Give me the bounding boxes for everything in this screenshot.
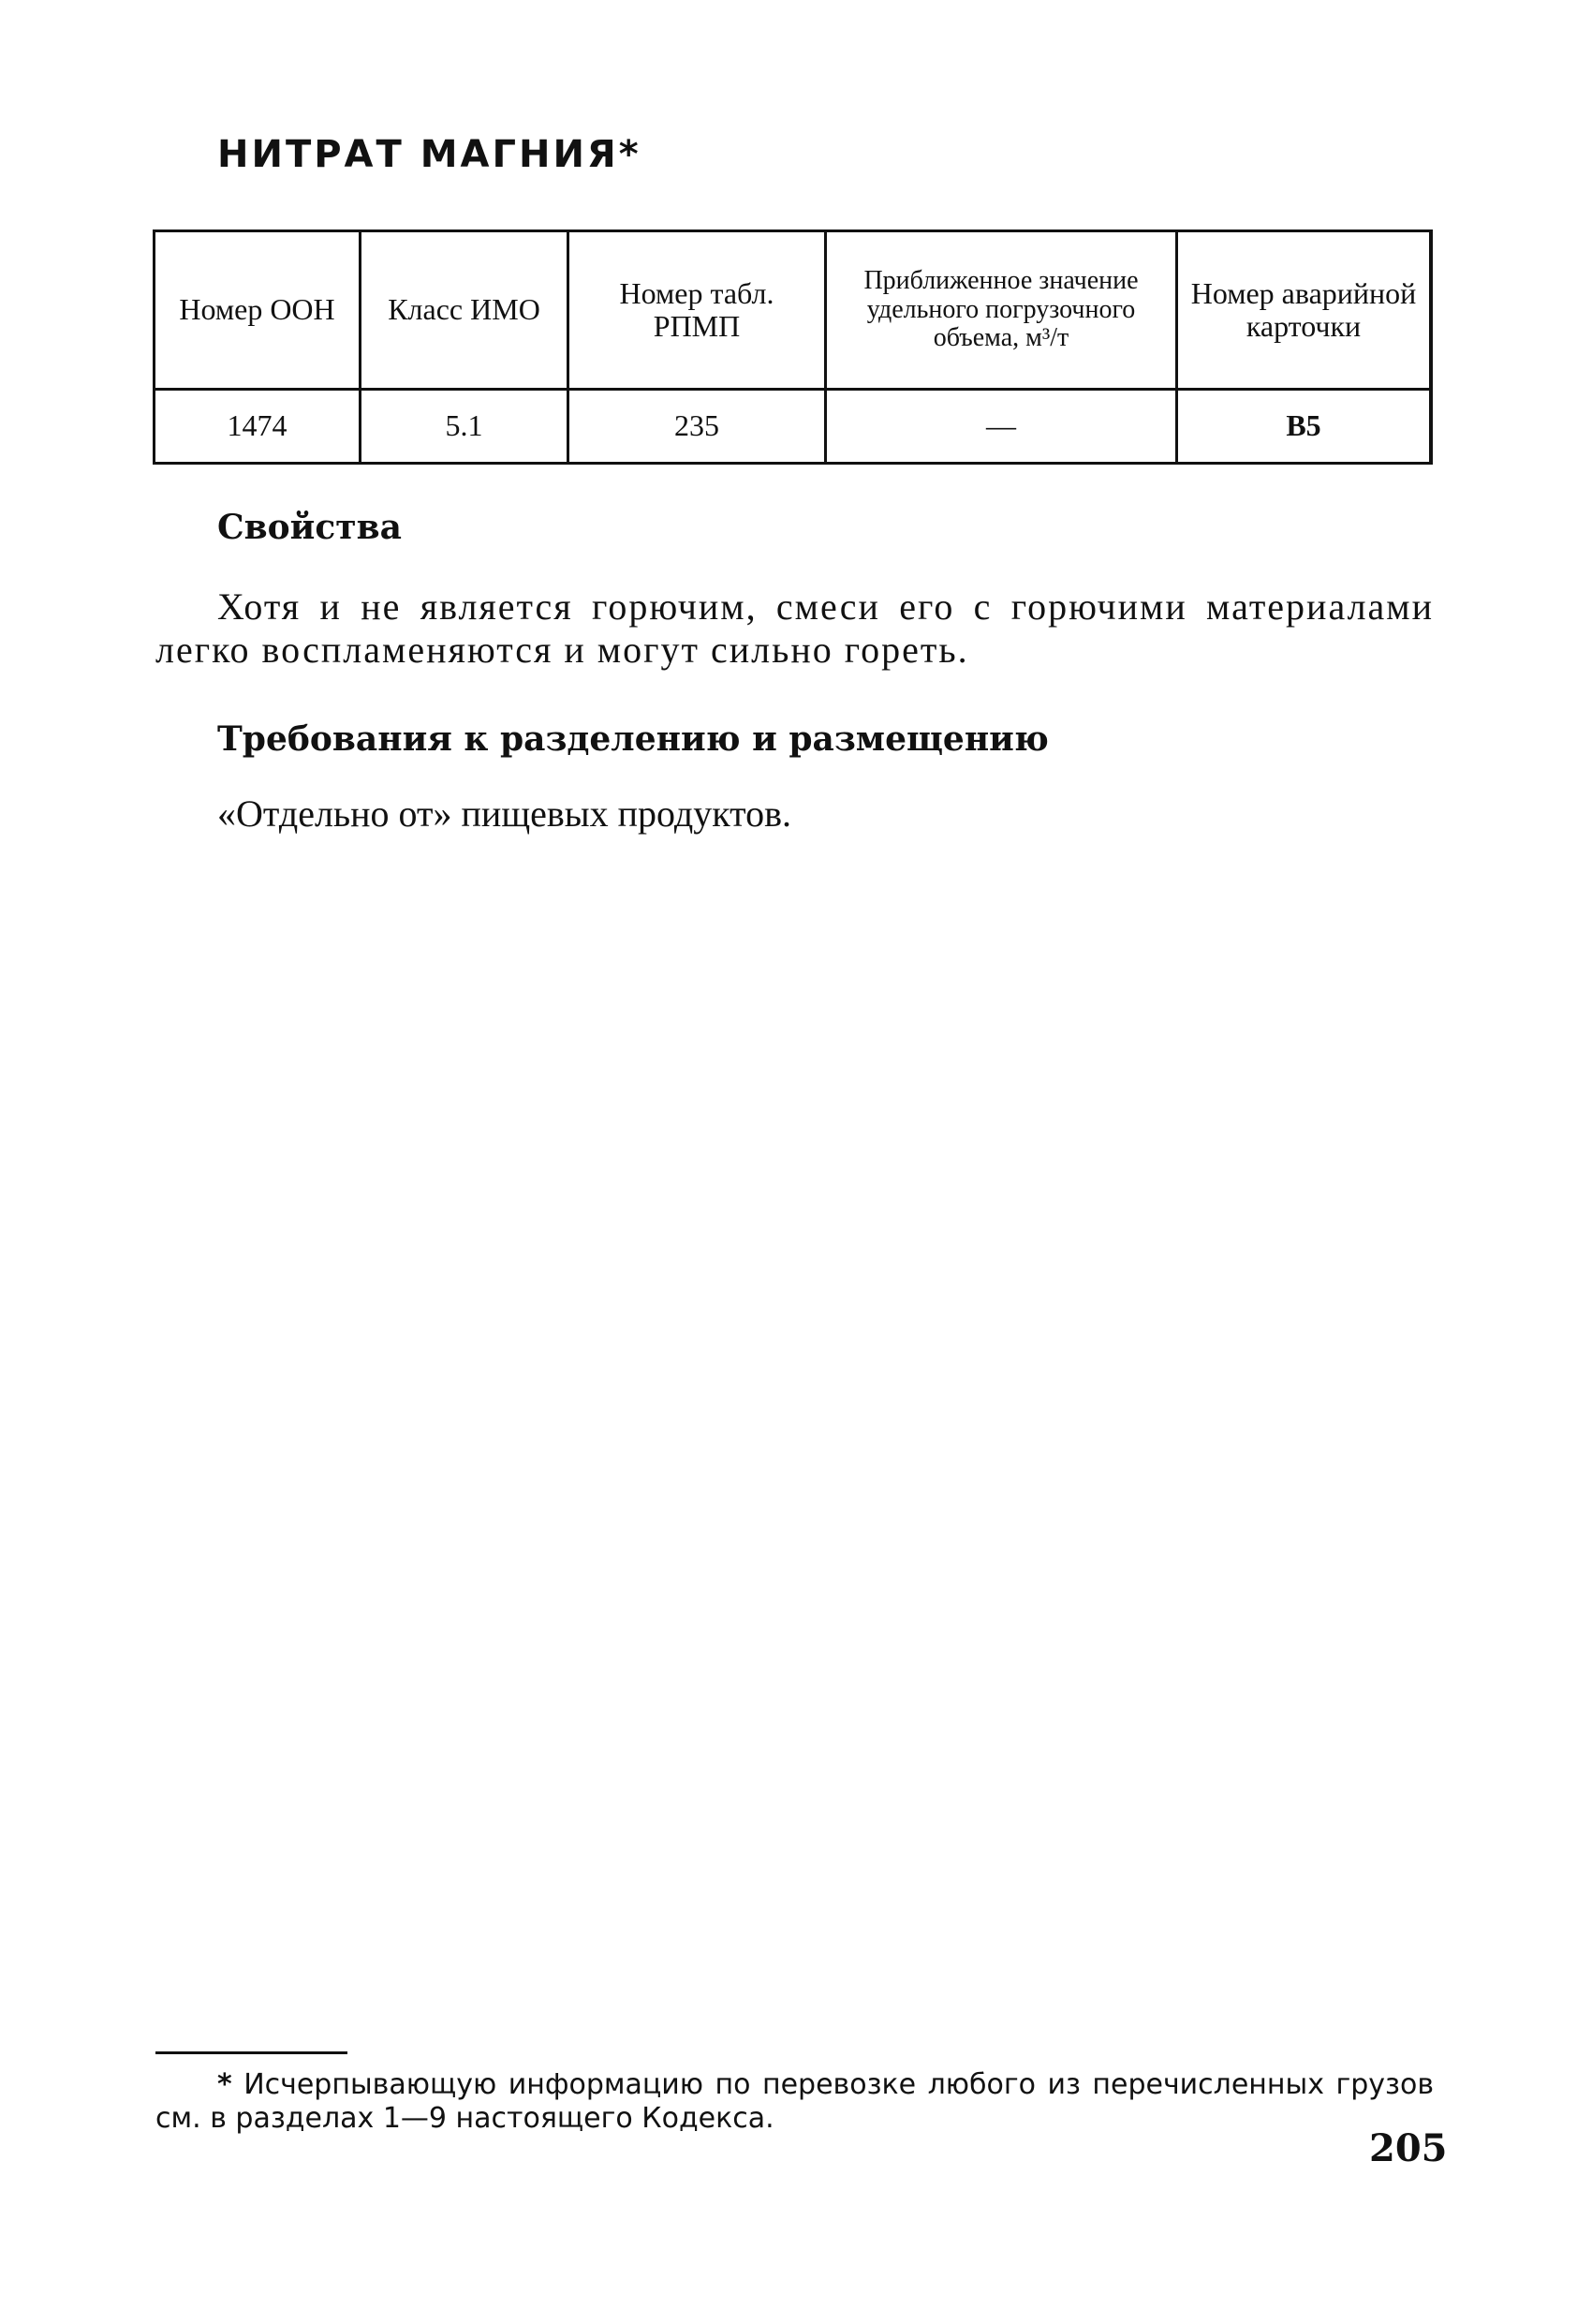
cell-un-number: 1474 xyxy=(153,391,359,462)
cell-rpmp-table-number: 235 xyxy=(567,391,824,462)
header-un-number: Номер ООН xyxy=(153,232,359,388)
header-emergency-card-number: Номер аварийной карточки xyxy=(1175,232,1433,388)
header-imo-class: Класс ИМО xyxy=(359,232,567,388)
table-row xyxy=(153,391,1433,462)
cell-stowage-factor: — xyxy=(824,391,1175,462)
table-header-row xyxy=(153,232,1433,391)
page-title: НИТРАТ МАГНИЯ* xyxy=(217,133,641,176)
properties-heading: Свойства xyxy=(217,508,402,547)
segregation-heading: Требования к разделению и размещению xyxy=(217,719,1049,759)
cargo-data-table xyxy=(153,229,1433,465)
segregation-text: «Отдельно от» пищевых продуктов. xyxy=(217,792,791,835)
footnote-mark: * xyxy=(217,2068,232,2101)
cell-emergency-card-number: B5 xyxy=(1175,391,1433,462)
header-stowage-factor: Приближенное значение удельного погрузочного объема, м³/т xyxy=(824,232,1175,388)
footnote-text: Исчерпывающую информацию по перевозке любого из перечисленных грузов см. в разделах 1—9 настоящего Кодекса. xyxy=(155,2068,1434,2135)
footnote-divider xyxy=(155,2051,347,2054)
page-number: 205 xyxy=(1369,2126,1448,2170)
properties-text: Хотя и не является горючим, смеси его с горючими материалами легко воспламеняются и могут сильно гореть. xyxy=(155,585,1434,671)
cell-imo-class: 5.1 xyxy=(359,391,567,462)
footnote xyxy=(155,2068,1434,2136)
header-rpmp-table-number: Номер табл. РПМП xyxy=(567,232,824,388)
